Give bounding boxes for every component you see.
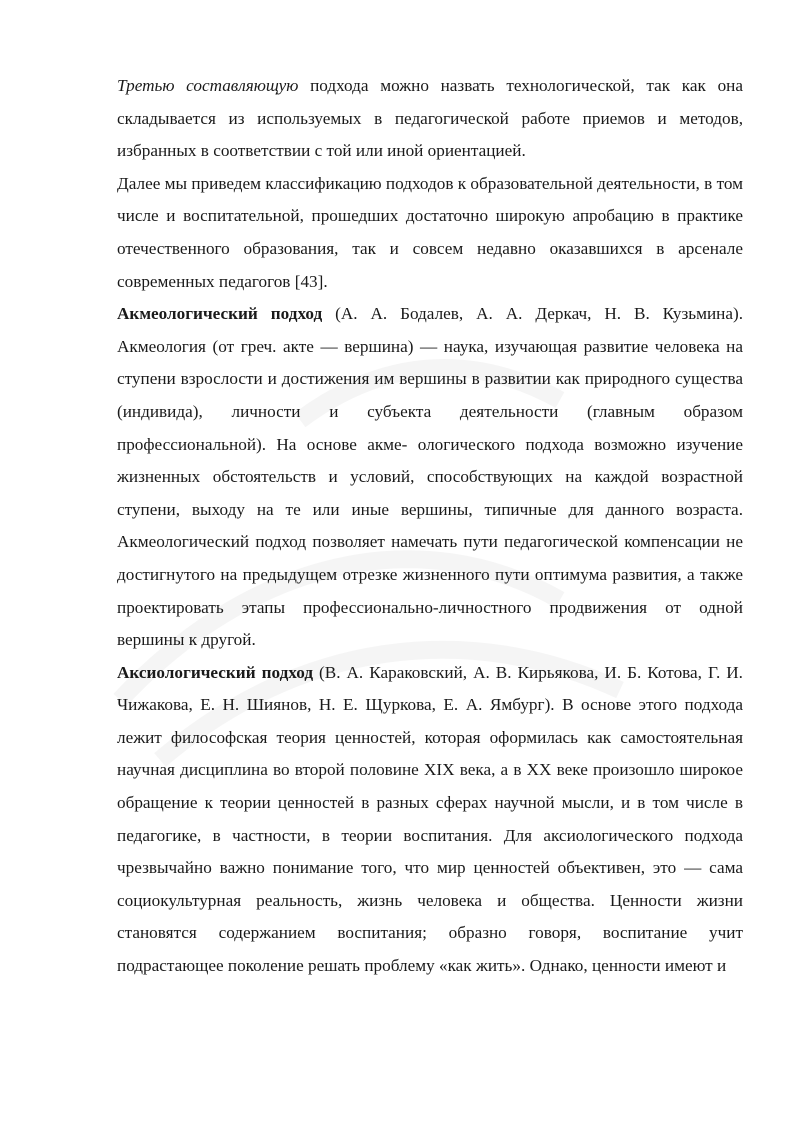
paragraph-axiological-approach: [117, 657, 743, 983]
paragraph-heading-bold: Акмеологический подход: [117, 304, 323, 324]
paragraph-heading-bold: Аксиологический подход: [117, 662, 314, 682]
paragraph-body: (В. А. Караковский, А. В. Кирьякова, И. Б. Котова, Г. И. Чижакова, Е. Н. Шиянов, Н. Е. Щуркова, Е. А. Ямбург). В основе этого подхода лежит философская теория ценностей, которая оформилась как самостоятельная научная дисциплина во второй половине XIX века, а в XX веке произошло широкое обращение к теории ценностей в разных сферах научной мысли, и в том числе в педагогике, в частности, в теории воспитания. Для аксиологического подхода чрезвычайно важно понимание того, что мир ценностей объективен, это — сама социокультурная реальность, жизнь человека и общества. Ценности жизни становятся содержанием воспитания; образно говоря, воспитание учит подрастающее поколение решать проблему «как жить». Однако, ценности имеют и: [117, 662, 743, 976]
paragraph-body: (А. А. Бодалев, А. А. Деркач, Н. В. Кузьмина). Акмеология (от греч. акте — вершина) — наука, изучающая развитие человека на ступени взрослости и достижения им вершины в развитии как природного существа (индивида), личности и субъекта деятельности (главным образом профессиональной). На основе акме- ологического подхода возможно изучение жизненных обстоятельств и условий, способствующих на каждой возрастной ступени, выходу на те или иные вершины, типичные для данного возраста. Акмеологический подход позволяет намечать пути педагогической компенсации не достигнутого на предыдущем отрезке жизненного пути оптимума развития, а также проектировать этапы профессионально-личностного продвижения от одной вершины к другой.: [117, 304, 743, 650]
paragraph-classification-intro: [117, 168, 743, 298]
paragraph-acmeological-approach: [117, 298, 743, 657]
paragraph-lead-italic: Третью составляющую: [117, 76, 299, 95]
document-page: [117, 70, 743, 983]
paragraph-body: Далее мы приведем классификацию подходов к образовательной деятельности, в том числе и воспитательной, прошедших достаточно широкую апробацию в практике отечественного образования, так и совсем недавно оказавшихся в арсенале современных педагогов [43].: [117, 173, 743, 291]
paragraph-technological-component: [117, 70, 743, 168]
paragraph-body: подхода можно назвать технологической, так как она складывается из используемых в педагогической работе приемов и методов, избранных в соответствии с той или иной ориентацией.: [117, 76, 743, 161]
